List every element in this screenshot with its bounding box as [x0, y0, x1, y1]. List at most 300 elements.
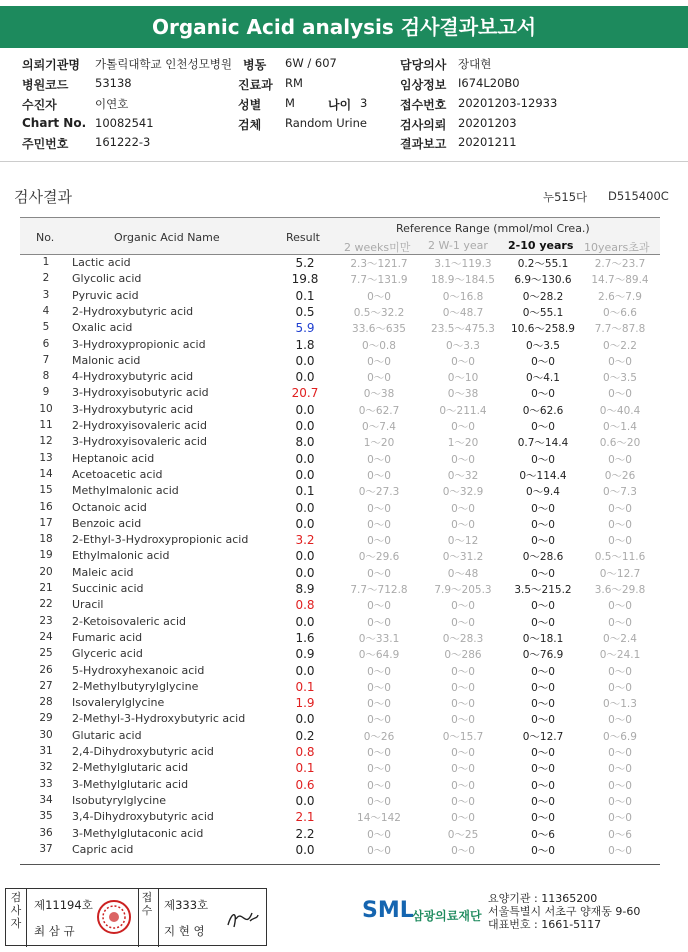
row-number: 36 [39, 826, 53, 839]
ref-range-over-10y: 0～0 [608, 779, 632, 792]
ref-range-under-2w: 0～33.1 [358, 632, 400, 645]
patient-info-panel [0, 52, 688, 162]
ref-range-2w-1y: 0～0 [451, 600, 475, 613]
sml-foundation-name: 삼광의료재단 [412, 909, 482, 923]
row-number: 1 [42, 256, 50, 268]
result-value: 3.2 [295, 533, 315, 548]
acid-name: 2,4-Dihydroxybutyric acid [72, 745, 214, 758]
table-row [20, 663, 660, 679]
ref-range-under-2w: 2.3～121.7 [350, 258, 408, 270]
ref-range-over-10y: 2.7～23.7 [594, 258, 646, 270]
acid-name: Succinic acid [72, 582, 144, 595]
hospital-value: 가톨릭대학교 인천성모병원 [95, 57, 232, 71]
row-number: 31 [39, 745, 53, 757]
ref-range-2-10y: 0～9.4 [526, 486, 560, 499]
section-title: 검사결과 [14, 188, 72, 206]
header-r1: 2 weeks미만 [344, 241, 411, 254]
ref-range-2w-1y: 7.9～205.3 [434, 584, 492, 596]
result-value: 1.6 [295, 630, 315, 645]
ref-range-2w-1y: 0～0 [451, 421, 475, 433]
row-number: 6 [42, 337, 50, 350]
ref-range-under-2w: 0～27.3 [358, 486, 400, 499]
ref-range-2w-1y: 0～0 [451, 616, 475, 629]
row-number: 30 [39, 728, 53, 741]
ref-range-over-10y: 0～0 [608, 453, 632, 466]
table-row [20, 711, 660, 727]
sig1-label: 검사자 [10, 891, 22, 930]
ref-range-2w-1y: 0～32 [447, 469, 479, 482]
ref-range-2w-1y: 0～38 [447, 388, 479, 401]
ref-range-under-2w: 14～142 [357, 812, 401, 825]
table-row [20, 565, 660, 581]
table-row [20, 255, 660, 271]
row-number: 23 [39, 614, 53, 627]
divider [138, 889, 139, 947]
ref-range-2-10y: 0～0 [531, 567, 555, 580]
table-row [20, 793, 660, 809]
header-reference: Reference Range (mmol/mol Crea.) [396, 222, 590, 235]
ref-range-over-10y: 0～0 [608, 681, 632, 694]
row-number: 2 [42, 272, 50, 285]
row-number: 20 [39, 565, 53, 578]
acid-name: 2-Ethyl-3-Hydroxypropionic acid [72, 533, 249, 547]
table-row [20, 271, 660, 287]
ref-range-over-10y: 0～0 [608, 600, 632, 613]
acid-name: 2-Hydroxybutyric acid [72, 304, 194, 318]
ref-range-under-2w: 0.5～32.2 [353, 306, 405, 319]
ref-range-2w-1y: 3.1～119.3 [434, 258, 492, 270]
report-date-label: 결과보고 [400, 137, 447, 151]
acid-name: 2-Hydroxyisovaleric acid [72, 419, 207, 432]
acid-name: Isobutyrylglycine [72, 793, 166, 807]
result-value: 8.9 [295, 582, 315, 596]
ref-range-under-2w: 0～0 [367, 453, 391, 466]
result-value: 5.9 [295, 321, 315, 336]
row-number: 10 [39, 402, 53, 415]
acid-name: 3,4-Dihydroxybutyric acid [72, 810, 214, 824]
resident-no-label: 주민번호 [22, 137, 69, 151]
patient-value: 이연호 [95, 97, 129, 111]
hospital-label: 의뢰기관명 [22, 58, 80, 72]
acid-name: 3-Methylglutaconic acid [72, 826, 204, 840]
ref-range-under-2w: 0～0 [367, 795, 391, 808]
row-number: 27 [39, 679, 53, 692]
sig2-label: 접수 [141, 891, 153, 917]
ref-range-under-2w: 0～38 [363, 388, 395, 401]
ref-range-under-2w: 0～0 [367, 714, 391, 727]
doctor-value: 장대현 [458, 57, 492, 71]
ref-range-over-10y: 0～2.4 [603, 632, 637, 645]
ref-range-under-2w: 1～20 [363, 437, 395, 450]
ref-range-over-10y: 0～0 [608, 388, 632, 401]
ref-range-over-10y: 0～7.3 [603, 486, 637, 499]
seal-stamp-icon [96, 899, 132, 935]
sex-value: M [285, 96, 295, 110]
result-value: 0.8 [295, 598, 315, 613]
table-header [20, 217, 660, 255]
ref-range-2w-1y: 0～0 [451, 698, 475, 711]
result-value: 5.2 [295, 256, 315, 270]
receipt-no-value: 20201203-12933 [458, 96, 558, 110]
acid-name: Lactic acid [72, 256, 131, 269]
request-date-value: 20201203 [458, 116, 517, 130]
table-row [20, 467, 660, 483]
ref-range-2-10y: 0.2～55.1 [517, 258, 569, 270]
ref-range-under-2w: 0～0 [367, 372, 391, 385]
acid-name: 3-Hydroxybutyric acid [72, 402, 194, 416]
table-row [20, 646, 660, 662]
acid-name: 3-Hydroxypropionic acid [72, 337, 206, 351]
ref-range-under-2w: 0～62.7 [358, 404, 400, 417]
ref-range-2w-1y: 0～0 [451, 681, 475, 694]
ref-range-2w-1y: 0～0 [451, 665, 475, 678]
ref-range-2w-1y: 0～0 [451, 844, 475, 857]
result-value: 0.0 [295, 500, 315, 515]
result-value: 0.0 [295, 614, 315, 629]
divider [26, 889, 27, 947]
header-name: Organic Acid Name [114, 231, 220, 244]
row-number: 3 [42, 288, 50, 301]
ref-range-2-10y: 0～76.9 [522, 649, 564, 662]
ref-range-2-10y: 0～28.6 [522, 551, 564, 564]
ref-range-over-10y: 0～6.9 [603, 730, 637, 743]
ref-range-over-10y: 0～0 [608, 502, 632, 515]
ref-range-over-10y: 0～40.4 [599, 404, 641, 417]
ref-range-2w-1y: 0～3.3 [446, 339, 480, 352]
ref-range-2w-1y: 0～0 [451, 779, 475, 792]
ref-range-2w-1y: 0～0 [451, 453, 475, 466]
doctor-label: 담당의사 [400, 58, 447, 72]
table-row [20, 581, 660, 597]
ref-range-2w-1y: 0～0 [451, 502, 475, 515]
header-r4: 10years초과 [584, 241, 650, 254]
ref-range-2-10y: 3.5～215.2 [514, 584, 572, 596]
ref-range-2-10y: 0～6 [531, 828, 555, 841]
ref-range-2-10y: 0～0 [531, 388, 555, 401]
table-end-line [20, 864, 660, 865]
row-number: 21 [39, 582, 53, 594]
ward-value: 6W / 607 [285, 56, 337, 70]
report-footer [0, 880, 688, 952]
ref-range-over-10y: 0～1.3 [603, 698, 637, 711]
row-number: 4 [42, 304, 50, 317]
table-row [20, 760, 660, 776]
row-number: 16 [39, 500, 53, 513]
acid-name: 3-Hydroxyisovaleric acid [72, 435, 207, 449]
ref-range-under-2w: 0～0 [367, 518, 391, 531]
ref-range-2w-1y: 0～48 [447, 567, 479, 580]
acid-name: Pyruvic acid [72, 288, 139, 302]
clinical-info-value: I674L20B0 [458, 76, 520, 90]
result-value: 0.0 [295, 793, 315, 808]
result-value: 0.0 [295, 549, 315, 564]
table-row [20, 777, 660, 793]
ref-range-under-2w: 0～0 [367, 567, 391, 580]
row-number: 13 [39, 451, 53, 464]
acid-name: Isovalerylglycine [72, 696, 165, 710]
result-value: 2.1 [295, 810, 315, 825]
result-value: 1.8 [295, 337, 315, 352]
row-number: 5 [42, 321, 50, 334]
row-number: 15 [39, 484, 53, 497]
ref-range-under-2w: 7.7～712.8 [350, 584, 408, 596]
table-row [20, 532, 660, 548]
table-row [20, 483, 660, 499]
ref-range-under-2w: 0～0 [367, 763, 391, 776]
ref-range-over-10y: 0～2.2 [603, 339, 637, 352]
acid-name: 3-Methylglutaric acid [72, 777, 189, 791]
ref-range-over-10y: 0～12.7 [599, 567, 641, 580]
result-value: 0.0 [295, 516, 315, 531]
ref-range-over-10y: 0～0 [608, 518, 632, 531]
ref-range-over-10y: 0～3.5 [603, 372, 637, 385]
phone-number: 대표번호 : 1661-5117 [488, 918, 602, 931]
acid-name: 2-Ketoisovaleric acid [72, 614, 186, 628]
sig2-name: 지 현 영 [164, 924, 205, 938]
request-date-label: 검사의뢰 [400, 118, 447, 132]
ref-range-2-10y: 10.6～258.9 [511, 323, 575, 336]
table-row [20, 809, 660, 825]
ref-range-under-2w: 0～0 [367, 747, 391, 759]
result-value: 0.1 [295, 288, 315, 303]
acid-name: Malonic acid [72, 353, 141, 367]
acid-name: Fumaric acid [72, 630, 143, 644]
ref-range-2-10y: 0～0 [531, 681, 555, 694]
ref-range-under-2w: 0～0 [367, 665, 391, 678]
sig1-name: 최 삼 규 [34, 924, 75, 938]
ref-range-2-10y: 0～55.1 [522, 306, 564, 319]
ref-range-2-10y: 0.7～14.4 [517, 437, 569, 450]
result-value: 0.0 [295, 663, 315, 678]
ref-range-2w-1y: 0～0 [451, 714, 475, 727]
sig2-number: 제333호 [164, 898, 209, 912]
result-value: 0.1 [295, 761, 315, 776]
row-number: 8 [42, 370, 50, 383]
code-a: 누515다 [543, 190, 588, 204]
ref-range-under-2w: 0～0 [367, 844, 391, 857]
result-value: 0.0 [295, 712, 315, 727]
ref-range-2w-1y: 0～0 [451, 763, 475, 776]
ref-range-2w-1y: 0～48.7 [442, 306, 484, 319]
ref-range-under-2w: 33.6～635 [352, 323, 406, 336]
acid-name: 2-Methylglutaric acid [72, 761, 189, 775]
ref-range-over-10y: 0～0 [608, 763, 632, 776]
result-value: 0.0 [295, 842, 315, 857]
ref-range-under-2w: 0～0 [367, 469, 391, 482]
table-row [20, 337, 660, 353]
ref-range-under-2w: 0～0 [367, 616, 391, 629]
header-no: No. [36, 231, 55, 244]
ref-range-2w-1y: 0～31.2 [442, 551, 484, 564]
table-row [20, 695, 660, 711]
specimen-value: Random Urine [285, 116, 367, 130]
ref-range-over-10y: 0.5～11.6 [594, 551, 646, 564]
report-title: Organic Acid analysis 검사결과보고서 [0, 6, 688, 48]
table-row [20, 597, 660, 613]
result-value: 0.0 [295, 419, 315, 433]
row-number: 29 [39, 712, 53, 725]
acid-name: Glycolic acid [72, 272, 142, 286]
acid-name: 2-Methyl-3-Hydroxybutyric acid [72, 712, 246, 726]
ref-range-over-10y: 2.6～7.9 [598, 290, 642, 303]
table-row [20, 679, 660, 695]
ref-range-under-2w: 0～0 [367, 698, 391, 711]
ref-range-2-10y: 0～3.5 [526, 339, 560, 352]
specimen-label: 검체 [238, 118, 262, 132]
ref-range-2-10y: 0～114.4 [519, 469, 567, 482]
ref-range-2w-1y: 0～25 [447, 828, 479, 841]
result-value: 8.0 [295, 435, 315, 450]
acid-name: 4-Hydroxybutyric acid [72, 370, 194, 384]
row-number: 25 [39, 647, 53, 660]
ref-range-2-10y: 0～0 [531, 421, 555, 433]
ref-range-2-10y: 0～0 [531, 535, 555, 548]
handwritten-signature-icon [224, 907, 260, 933]
table-row [20, 434, 660, 450]
result-value: 0.0 [295, 565, 315, 580]
ref-range-over-10y: 0～0 [608, 844, 632, 857]
ref-range-under-2w: 0～0.8 [362, 339, 396, 352]
ref-range-2-10y: 0～12.7 [522, 730, 564, 743]
ref-range-2-10y: 0～0 [531, 518, 555, 531]
table-row [20, 728, 660, 744]
ref-range-under-2w: 0～29.6 [358, 551, 400, 564]
result-value: 20.7 [291, 386, 319, 401]
result-value: 0.1 [295, 679, 315, 694]
institution-code: 요양기관 : 11365200 [488, 892, 598, 905]
ref-range-2w-1y: 0～0 [451, 812, 475, 825]
table-row [20, 630, 660, 646]
ref-range-under-2w: 7.7～131.9 [350, 274, 408, 287]
table-row [20, 614, 660, 630]
signature-box [5, 888, 267, 946]
table-row [20, 369, 660, 385]
ref-range-under-2w: 0～0 [367, 681, 391, 694]
result-value: 0.0 [295, 353, 315, 368]
row-number: 9 [42, 386, 50, 399]
ref-range-over-10y: 0～0 [608, 795, 632, 808]
table-row [20, 304, 660, 320]
ref-range-2-10y: 0～0 [531, 779, 555, 792]
header-r2: 2 W-1 year [428, 239, 488, 252]
acid-name: Methylmalonic acid [72, 484, 179, 498]
ref-range-over-10y: 0～0 [608, 535, 632, 548]
ref-range-2w-1y: 0～0 [451, 518, 475, 531]
ref-range-under-2w: 0～0 [367, 828, 391, 841]
ref-range-under-2w: 0～0 [367, 600, 391, 613]
ref-range-2-10y: 0～0 [531, 714, 555, 727]
ref-range-2w-1y: 0～32.9 [442, 486, 484, 499]
ref-range-2-10y: 0～0 [531, 747, 555, 759]
ref-range-2w-1y: 0～28.3 [442, 632, 484, 645]
acid-name: Octanoic acid [72, 500, 147, 514]
result-value: 0.2 [295, 728, 315, 743]
row-number: 7 [42, 353, 50, 366]
ref-range-2w-1y: 0～211.4 [439, 404, 487, 417]
ref-range-over-10y: 0～0 [608, 714, 632, 727]
ref-range-2w-1y: 18.9～184.5 [431, 274, 495, 287]
ref-range-under-2w: 0～0 [367, 779, 391, 792]
result-value: 0.0 [295, 467, 315, 482]
ref-range-2w-1y: 0～0 [451, 747, 475, 759]
sig1-number: 제11194호 [34, 898, 93, 912]
acid-name: Benzoic acid [72, 516, 142, 530]
row-number: 12 [39, 435, 53, 448]
ref-range-over-10y: 0～26 [604, 469, 636, 482]
ref-range-2-10y: 0～0 [531, 616, 555, 629]
code-b: D515400C [608, 189, 669, 203]
row-number: 11 [39, 419, 53, 431]
acid-name: 3-Hydroxyisobutyric acid [72, 386, 209, 400]
table-row [20, 320, 660, 336]
ref-range-over-10y: 0～6.6 [603, 306, 637, 319]
ref-range-over-10y: 0～6 [608, 828, 632, 841]
age-label: 나이 [328, 98, 352, 112]
age-value: 3 [360, 96, 368, 110]
ref-range-2w-1y: 0～12 [447, 535, 479, 548]
ref-range-over-10y: 7.7～87.8 [594, 323, 646, 336]
ref-range-2w-1y: 0～10 [447, 372, 479, 385]
result-value: 0.0 [295, 451, 315, 466]
ref-range-2w-1y: 0～15.7 [442, 730, 484, 743]
ref-range-2w-1y: 23.5～475.3 [431, 323, 495, 336]
ref-range-2-10y: 0～0 [531, 812, 555, 825]
result-value: 19.8 [291, 272, 319, 287]
receipt-no-label: 접수번호 [400, 98, 447, 112]
row-number: 33 [39, 777, 53, 790]
ref-range-2w-1y: 1～20 [447, 437, 479, 450]
address-line: 서울특별시 서초구 양재동 9-60 [488, 905, 641, 918]
row-number: 35 [39, 810, 53, 823]
table-row [20, 451, 660, 467]
table-row [20, 288, 660, 304]
ref-range-2-10y: 0～0 [531, 763, 555, 776]
table-row [20, 516, 660, 532]
result-value: 0.9 [295, 647, 315, 662]
ref-range-2-10y: 0～0 [531, 795, 555, 808]
ref-range-under-2w: 0～26 [363, 730, 395, 743]
acid-name: Glutaric acid [72, 728, 142, 742]
table-row [20, 826, 660, 842]
ref-range-under-2w: 0～0 [367, 355, 391, 368]
header-result: Result [286, 231, 320, 244]
ref-range-2w-1y: 0～16.8 [442, 290, 484, 303]
ref-range-over-10y: 0～0 [608, 747, 632, 759]
divider [158, 889, 159, 947]
ref-range-2-10y: 0～0 [531, 355, 555, 368]
ref-range-2-10y: 0～0 [531, 453, 555, 466]
table-row [20, 418, 660, 434]
result-value: 0.0 [295, 370, 315, 385]
row-number: 24 [39, 630, 53, 643]
ref-range-over-10y: 3.6～29.8 [594, 584, 646, 596]
ref-range-2-10y: 0～0 [531, 698, 555, 711]
row-number: 18 [39, 533, 53, 546]
row-number: 19 [39, 549, 53, 562]
ref-range-2-10y: 0～0 [531, 844, 555, 857]
row-number: 14 [39, 467, 53, 480]
ref-range-over-10y: 14.7～89.4 [591, 274, 649, 287]
sml-logo: SML [362, 898, 414, 923]
result-value: 0.0 [295, 402, 315, 417]
ref-range-2-10y: 0～0 [531, 600, 555, 613]
sex-label: 성별 [238, 98, 262, 112]
result-value: 0.5 [295, 304, 315, 319]
chart-no-value: 10082541 [95, 116, 154, 130]
ref-range-over-10y: 0～0 [608, 355, 632, 368]
hospital-code-label: 병원코드 [22, 78, 69, 92]
acid-name: 5-Hydroxyhexanoic acid [72, 663, 205, 677]
